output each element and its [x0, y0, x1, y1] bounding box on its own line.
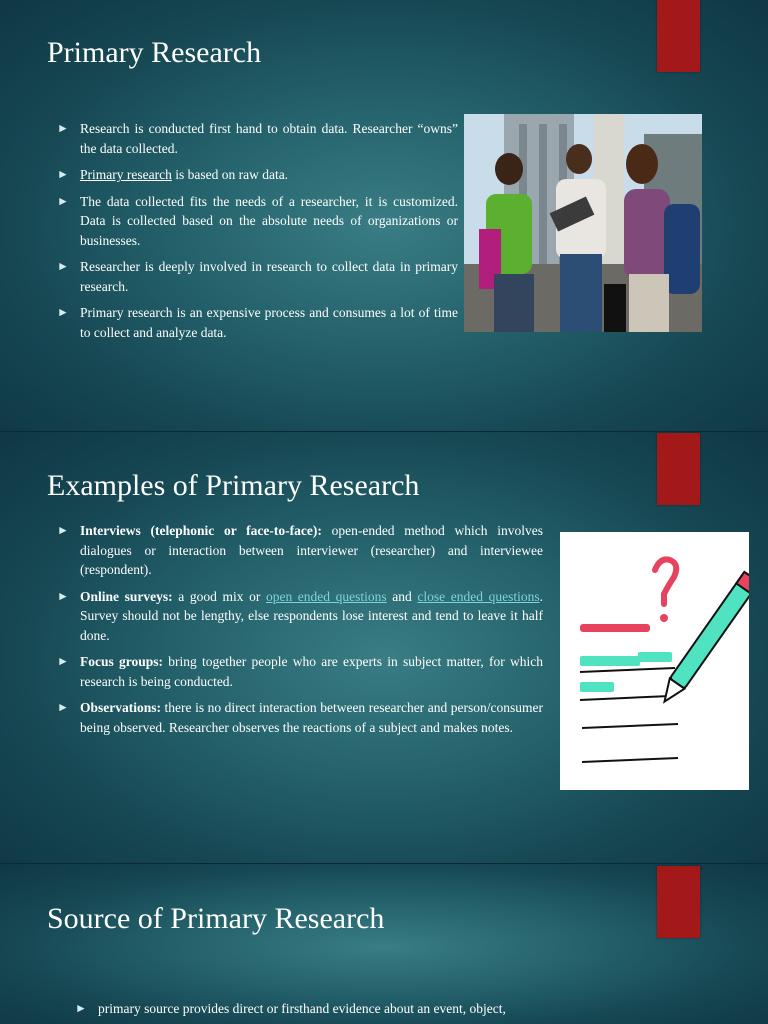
accent-tab	[657, 433, 700, 505]
triangle-bullet-icon: ►	[57, 305, 69, 319]
accent-tab	[657, 866, 700, 938]
slide-title: Primary Research	[47, 36, 262, 69]
questionnaire-clipart	[560, 532, 749, 790]
bullet-list	[57, 119, 458, 349]
list-item: ► Primary research is an expensive process and consumes a lot of time to collect and analyze data.	[57, 305, 458, 340]
triangle-bullet-icon: ►	[75, 1001, 87, 1015]
triangle-bullet-icon: ►	[57, 167, 69, 181]
list-item: ► Research is conducted first hand to obtain data. Researcher “owns” the data collected.	[57, 121, 458, 156]
open-ended-questions-link[interactable]: open ended questions	[265, 588, 387, 604]
list-item: ► Focus groups: bring together people who are experts in subject matter, for which research is being conducted.	[57, 654, 543, 689]
list-item: ► Primary research is based on raw data.	[57, 165, 458, 185]
accent-tab	[657, 0, 700, 72]
primary-research-link[interactable]: Primary research	[80, 167, 172, 182]
slide-examples	[0, 432, 768, 864]
triangle-bullet-icon: ►	[57, 193, 69, 208]
slide-primary-research	[0, 0, 768, 432]
slide-title: Examples of Primary Research	[47, 469, 420, 502]
triangle-bullet-icon: ►	[57, 259, 69, 273]
list-item: ► Researcher is deeply involved in research to collect data in primary research.	[57, 259, 458, 294]
triangle-bullet-icon: ►	[57, 523, 69, 537]
triangle-bullet-icon: ►	[57, 121, 69, 135]
slide-source	[0, 864, 768, 1024]
close-ended-questions-link[interactable]: close ended questions	[417, 588, 540, 604]
bullet-list	[75, 999, 675, 1024]
slide-title: Source of Primary Research	[47, 902, 385, 935]
list-item: ► primary source provides direct or firsthand evidence about an event, object,	[75, 999, 675, 1019]
list-item: ► Interviews (telephonic or face-to-face): open-ended method which involves dialogues or interaction between interviewer (researcher) and interviewee (respondent).	[57, 523, 543, 577]
triangle-bullet-icon: ►	[57, 654, 69, 668]
bullet-list	[57, 521, 543, 744]
list-item: ► The data collected fits the needs of a researcher, it is customized. Data is collected based on the absolute needs of organizations or businesses.	[57, 193, 458, 248]
triangle-bullet-icon: ►	[57, 588, 69, 603]
list-item: ► Online surveys: a good mix or open ended questions and close ended questions. Survey should not be lengthy, else respondents lose interest and tend to leave it half done.	[57, 588, 543, 643]
list-item: ► Observations: there is no direct interaction between researcher and person/consumer being observed. Researcher observes the reactions of a subject and makes notes.	[57, 700, 543, 735]
students-photo	[464, 114, 702, 332]
triangle-bullet-icon: ►	[57, 700, 69, 714]
